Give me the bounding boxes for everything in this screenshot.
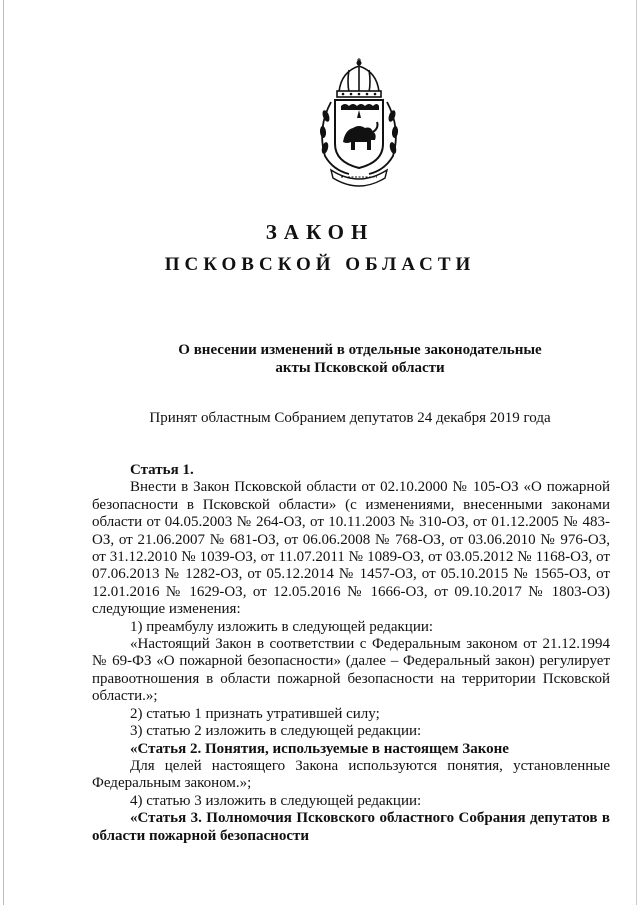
- paragraph: 2) статью 1 признать утратившей силу;: [130, 705, 380, 722]
- article-3-heading: «Статья 3. Полномочия Псковского областного Собрания депутатов в области пожарной безопасности: [92, 810, 610, 844]
- document-title-region: ПСКОВСКОЙ ОБЛАСТИ: [164, 254, 476, 275]
- document-subject-line2: акты Псковской области: [275, 360, 445, 376]
- document-subject: [0, 341, 640, 377]
- pskov-coat-of-arms-icon: [309, 58, 409, 188]
- scan-edge-right: [636, 0, 637, 905]
- paragraph: 4) статью 3 изложить в следующей редакции:: [130, 792, 422, 809]
- paragraph: Для целей настоящего Закона используются понятия, установленные Федеральным законом.»;: [92, 757, 610, 792]
- paragraph: 1) преамбулу изложить в следующей редакции:: [130, 618, 434, 635]
- document-body: [92, 462, 610, 845]
- article-1-heading: Статья 1.: [130, 462, 194, 478]
- document-title-law: ЗАКОН: [265, 220, 375, 244]
- adoption-statement: Принят областным Собранием депутатов 24 декабря 2019 года: [149, 410, 551, 426]
- document-subject-line1: О внесении изменений в отдельные законодательные: [178, 342, 542, 358]
- paragraph: Внести в Закон Псковской области от 02.10.2000 № 105-ОЗ «О пожарной безопасности в Псковской области» (с изменениями, внесенными законами области от 04.05.2003 № 264-ОЗ, от 10.11.2003 № 310-ОЗ, от 01.12.2005 № 483-ОЗ, от 21.06.2007 № 681-ОЗ, от 06.06.2008 № 768-ОЗ, от 03.06.2010 № 976-ОЗ, от 31.12.2010 № 1039-ОЗ, от 11.07.2011 № 1089-ОЗ, от 03.05.2012 № 1168-ОЗ, от 07.06.2013 № 1282-ОЗ, от 05.12.2014 № 1457-ОЗ, от 05.10.2015 № 1565-ОЗ, от 12.01.2016 № 1629-ОЗ, от 12.05.2016 № 1666-ОЗ, от 09.10.2017 № 1803-ОЗ) следующие изменения:: [92, 479, 610, 618]
- scan-edge-left: [3, 0, 4, 905]
- paragraph: «Настоящий Закон в соответствии с Федеральным законом от 21.12.1994 № 69-ФЗ «О пожарной безопасности» (далее – Федеральный закон) регулирует правоотношения в области пожарной безопасности на территории Псковской области.»;: [92, 636, 610, 705]
- article-2-heading: «Статья 2. Понятия, используемые в настоящем Законе: [130, 740, 509, 757]
- paragraph: 3) статью 2 изложить в следующей редакции:: [130, 723, 422, 740]
